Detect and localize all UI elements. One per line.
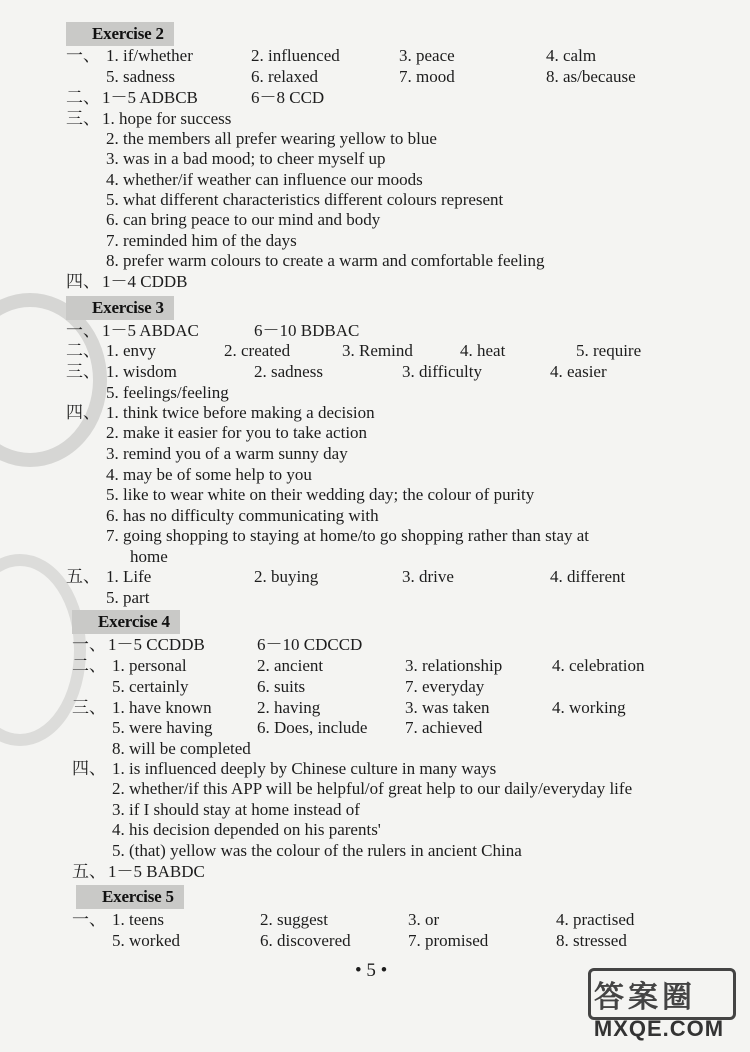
ex2-section-3-item: 3. was in a bad mood; to cheer myself up <box>106 149 386 168</box>
ex3-section-4-item: 2. make it easier for you to take action <box>106 423 368 442</box>
site-watermark-logo <box>574 968 744 1048</box>
answer-item: 5. worked <box>112 931 180 950</box>
ex3-section-2 <box>66 340 746 362</box>
answer-item: 4. celebration <box>552 656 645 675</box>
answer-item: 6. suits <box>257 677 306 696</box>
answer-item: 3. difficulty <box>402 362 482 381</box>
section-number: 四、 <box>66 403 100 422</box>
answer-item: 4. calm <box>546 46 597 65</box>
section-number: 四、 <box>72 759 106 778</box>
ex2-section-3-item: 5. what different characteristics different colours represent <box>106 190 504 209</box>
answer-item: 3. Remind <box>342 341 413 360</box>
section-number: 三、 <box>72 698 106 717</box>
answer-item: 2. influenced <box>251 46 340 65</box>
watermark-chars: 答案圈 <box>594 980 696 1015</box>
ex2-section-3-item: 2. the members all prefer wearing yellow to blue <box>106 129 437 148</box>
ex4-section-4-item: 2. whether/if this APP will be helpful/of great help to our daily/everyday life <box>112 779 633 798</box>
answer-item: 6－10 CDCCD <box>257 635 363 654</box>
ex2-section-1-row-2 <box>66 66 746 88</box>
ex4-section-4-item: 4. his decision depended on his parents' <box>112 820 381 839</box>
watermark-url: MXQE.COM <box>593 1016 725 1041</box>
answer-item: 2. buying <box>254 567 319 586</box>
answer-item: 6. Does, include <box>257 718 368 737</box>
answer-item: 5. sadness <box>106 67 175 86</box>
ex5-section-1-row-1 <box>72 909 742 931</box>
section-number: 一、 <box>66 321 100 340</box>
answer-item: 7. mood <box>399 67 455 86</box>
page-number: • 5 • <box>355 960 388 981</box>
ex3-section-1 <box>66 320 746 342</box>
exercise-2-heading: Exercise 2 <box>66 22 174 46</box>
section-number: 三、 <box>66 362 100 381</box>
ex3-section-3-item: 5. feelings/feeling <box>106 383 229 402</box>
ex4-section-3-row-1 <box>72 697 742 719</box>
answer-item: 2. suggest <box>260 910 328 929</box>
answer-item: 7. achieved <box>405 718 483 737</box>
answer-item: 2. ancient <box>257 656 324 675</box>
answer-item: 1－5 CCDDB <box>108 635 205 654</box>
exercise-5-heading: Exercise 5 <box>76 885 184 909</box>
answer-item: 1－5 BABDC <box>108 862 205 881</box>
section-number: 四、 <box>66 272 100 291</box>
answer-item: 3. peace <box>399 46 455 65</box>
ex2-section-3-item: 8. prefer warm colours to create a warm and comfortable feeling <box>106 251 545 270</box>
answer-item: 1. Life <box>106 567 152 586</box>
answer-item: 6－10 BDBAC <box>254 321 360 340</box>
answer-item: 4. heat <box>460 341 506 360</box>
answer-item: 8. stressed <box>556 931 627 950</box>
section-number: 二、 <box>66 341 100 360</box>
answer-item: 4. practised <box>556 910 635 929</box>
answer-item: 1. teens <box>112 910 164 929</box>
answer-item: 1. have known <box>112 698 212 717</box>
ex3-section-4-item-continuation: home <box>130 547 168 566</box>
answer-item: 4. different <box>550 567 626 586</box>
ex2-section-2 <box>66 87 746 109</box>
answer-item: 1－4 CDDB <box>102 272 188 291</box>
section-number: 五、 <box>66 567 100 586</box>
ex3-section-4-item: 3. remind you of a warm sunny day <box>106 444 348 463</box>
answer-item: 4. easier <box>550 362 607 381</box>
answer-item: 4. working <box>552 698 626 717</box>
ex3-section-4-item: 6. has no difficulty communicating with <box>106 506 379 525</box>
ex3-section-4-item: 5. like to wear white on their wedding day; the colour of purity <box>106 485 535 504</box>
answer-item: 6. relaxed <box>251 67 319 86</box>
ex2-section-3-item: 4. whether/if weather can influence our moods <box>106 170 423 189</box>
answer-item: 2. sadness <box>254 362 323 381</box>
answer-item: 1. personal <box>112 656 187 675</box>
answer-item: 3. relationship <box>405 656 503 675</box>
ex4-section-3-item: 8. will be completed <box>112 739 251 758</box>
ex3-section-4-item: 7. going shopping to staying at home/to go shopping rather than stay at <box>106 526 590 545</box>
answer-item: 1－5 ABDAC <box>102 321 199 340</box>
ex5-section-1-row-2 <box>72 930 742 952</box>
answer-item: 5. require <box>576 341 642 360</box>
ex4-section-4-item: 5. (that) yellow was the colour of the rulers in ancient China <box>112 841 522 860</box>
ex2-section-3-item: 7. reminded him of the days <box>106 231 297 250</box>
ex4-section-3-row-2 <box>72 717 742 739</box>
section-number: 二、 <box>66 88 100 107</box>
section-number: 五、 <box>72 862 106 881</box>
section-number: 二、 <box>72 656 106 675</box>
answer-item: 3. was taken <box>405 698 490 717</box>
answer-item: 5. were having <box>112 718 213 737</box>
ex4-section-2-row-1 <box>72 655 742 677</box>
answer-item: 6－8 CCD <box>251 88 325 107</box>
section-number: 三、 <box>66 109 100 128</box>
answer-item: 7. everyday <box>405 677 485 696</box>
ex2-section-3-item: 6. can bring peace to our mind and body <box>106 210 381 229</box>
answer-item: 7. promised <box>408 931 489 950</box>
answer-item: 8. as/because <box>546 67 636 86</box>
answer-item: 1. think twice before making a decision <box>106 403 375 422</box>
ex3-section-3 <box>66 361 746 383</box>
section-number: 一、 <box>66 46 100 65</box>
ex3-section-5-item: 5. part <box>106 588 150 607</box>
answer-item: 3. or <box>408 910 440 929</box>
ex4-section-4-item: 3. if I should stay at home instead of <box>112 800 360 819</box>
answer-item: 1. hope for success <box>102 109 232 128</box>
answer-item: 5. certainly <box>112 677 189 696</box>
section-number: 一、 <box>72 635 106 654</box>
answer-item: 6. discovered <box>260 931 351 950</box>
answer-item: 1. wisdom <box>106 362 177 381</box>
answer-item: 2. created <box>224 341 291 360</box>
answer-item: 3. drive <box>402 567 454 586</box>
ex3-section-4-item: 4. may be of some help to you <box>106 465 312 484</box>
ex2-section-1-row-1 <box>66 45 746 67</box>
exercise-4-heading: Exercise 4 <box>72 610 180 634</box>
ex4-section-1 <box>72 634 742 656</box>
answer-item: 1. if/whether <box>106 46 193 65</box>
ex3-section-5-row-1 <box>66 566 746 588</box>
answer-item: 1. envy <box>106 341 157 360</box>
ex4-section-2-row-2 <box>72 676 742 698</box>
section-number: 一、 <box>72 910 106 929</box>
answer-item: 2. having <box>257 698 321 717</box>
answer-item: 1－5 ADBCB <box>102 88 198 107</box>
answer-item: 1. is influenced deeply by Chinese culture in many ways <box>112 759 497 778</box>
exercise-3-heading: Exercise 3 <box>66 296 174 320</box>
